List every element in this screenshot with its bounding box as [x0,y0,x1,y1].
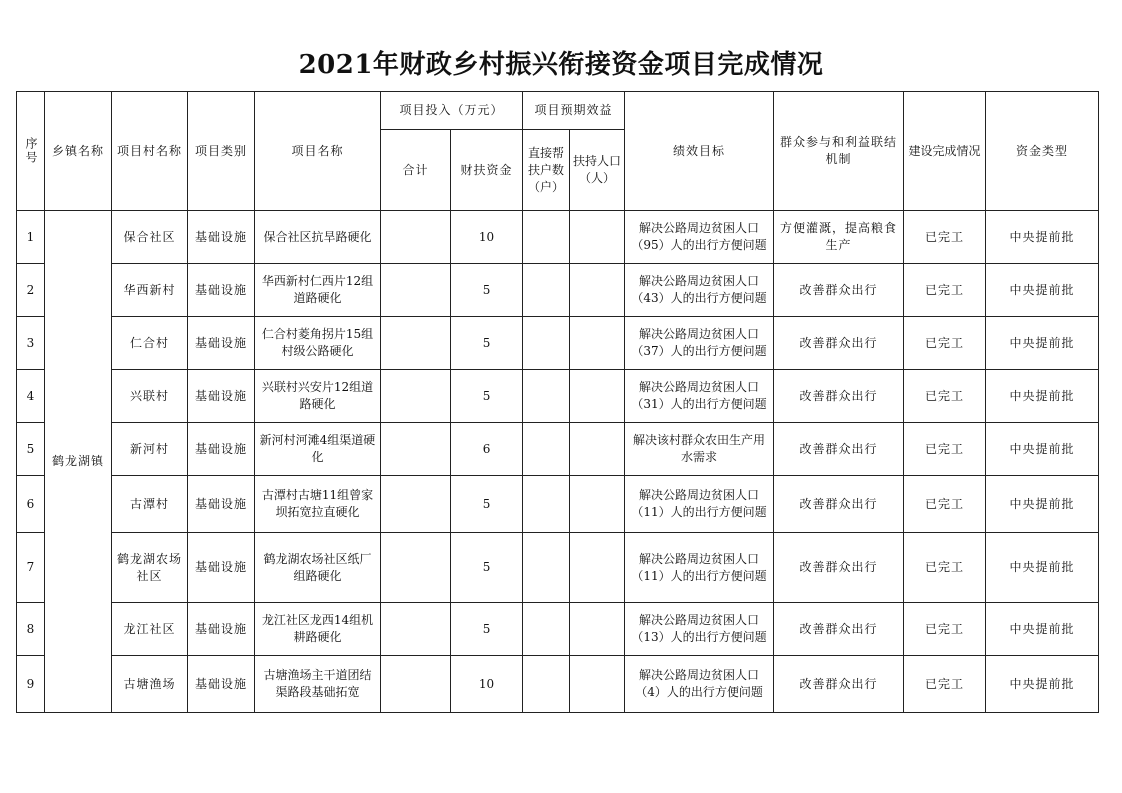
cell-project: 仁合村菱角拐片15组村级公路硬化 [255,317,381,370]
header-fund-type: 资金类型 [986,92,1099,211]
cell-project: 龙江社区龙西14组机耕路硬化 [255,603,381,656]
cell-mechanism: 改善群众出行 [774,656,904,713]
cell-seq: 4 [17,370,45,423]
cell-status: 已完工 [904,603,986,656]
cell-fiscal: 6 [451,423,523,476]
header-mechanism: 群众参与和利益联结机制 [774,92,904,211]
cell-category: 基础设施 [188,264,255,317]
table-row [17,264,1099,317]
cell-households [523,211,570,264]
cell-project: 新河村河滩4组渠道硬化 [255,423,381,476]
cell-households [523,533,570,603]
cell-seq: 7 [17,533,45,603]
cell-village: 鹤龙湖农场社区 [112,533,188,603]
table-row [17,423,1099,476]
cell-status: 已完工 [904,423,986,476]
table-row [17,533,1099,603]
cell-category: 基础设施 [188,423,255,476]
cell-fiscal: 5 [451,264,523,317]
cell-people [570,476,625,533]
cell-category: 基础设施 [188,317,255,370]
cell-fund-type: 中央提前批 [986,423,1099,476]
cell-category: 基础设施 [188,211,255,264]
cell-total [381,317,451,370]
cell-mechanism: 改善群众出行 [774,476,904,533]
cell-project: 古塘渔场主干道团结渠路段基础拓宽 [255,656,381,713]
cell-category: 基础设施 [188,533,255,603]
cell-category: 基础设施 [188,603,255,656]
cell-people [570,423,625,476]
cell-project: 兴联村兴安片12组道路硬化 [255,370,381,423]
cell-mechanism: 改善群众出行 [774,533,904,603]
cell-goal: 解决公路周边贫困人口（43）人的出行方便问题 [625,264,774,317]
cell-goal: 解决公路周边贫困人口（13）人的出行方便问题 [625,603,774,656]
project-table [16,91,1099,713]
cell-fund-type: 中央提前批 [986,533,1099,603]
cell-goal: 解决公路周边贫困人口（11）人的出行方便问题 [625,533,774,603]
cell-people [570,603,625,656]
cell-seq: 5 [17,423,45,476]
header-town: 乡镇名称 [45,92,112,211]
cell-seq: 9 [17,656,45,713]
header-investment-group: 项目投入（万元） [381,92,523,130]
cell-category: 基础设施 [188,656,255,713]
cell-fiscal: 5 [451,317,523,370]
table-row [17,476,1099,533]
header-households: 直接帮扶户数（户） [523,130,570,211]
cell-fund-type: 中央提前批 [986,317,1099,370]
cell-total [381,533,451,603]
header-goal: 绩效目标 [625,92,774,211]
cell-seq: 8 [17,603,45,656]
cell-fiscal: 5 [451,370,523,423]
cell-status: 已完工 [904,476,986,533]
cell-total [381,476,451,533]
cell-goal: 解决公路周边贫困人口（31）人的出行方便问题 [625,370,774,423]
page-title: 2021年财政乡村振兴衔接资金项目完成情况 [298,50,824,80]
cell-mechanism: 改善群众出行 [774,264,904,317]
cell-total [381,603,451,656]
cell-goal: 解决该村群众农田生产用水需求 [625,423,774,476]
cell-fiscal: 10 [451,211,523,264]
cell-seq: 3 [17,317,45,370]
cell-mechanism: 改善群众出行 [774,603,904,656]
header-benefit-group: 项目预期效益 [523,92,625,130]
cell-fund-type: 中央提前批 [986,370,1099,423]
cell-people [570,656,625,713]
cell-households [523,264,570,317]
cell-households [523,656,570,713]
cell-goal: 解决公路周边贫困人口（95）人的出行方便问题 [625,211,774,264]
cell-mechanism: 改善群众出行 [774,423,904,476]
header-category: 项目类别 [188,92,255,211]
header-total: 合计 [381,130,451,211]
cell-status: 已完工 [904,264,986,317]
cell-mechanism: 改善群众出行 [774,370,904,423]
cell-fund-type: 中央提前批 [986,211,1099,264]
cell-fiscal: 10 [451,656,523,713]
cell-fund-type: 中央提前批 [986,264,1099,317]
cell-goal: 解决公路周边贫困人口（11）人的出行方便问题 [625,476,774,533]
cell-village: 古塘渔场 [112,656,188,713]
cell-total [381,370,451,423]
header-seq: 序号 [17,92,45,211]
cell-households [523,317,570,370]
cell-village: 华西新村 [112,264,188,317]
cell-status: 已完工 [904,370,986,423]
cell-total [381,656,451,713]
cell-status: 已完工 [904,656,986,713]
cell-village: 仁合村 [112,317,188,370]
cell-project: 鹤龙湖农场社区纸厂组路硬化 [255,533,381,603]
header-status: 建设完成情况 [904,92,986,211]
cell-fund-type: 中央提前批 [986,476,1099,533]
cell-households [523,603,570,656]
cell-status: 已完工 [904,211,986,264]
cell-mechanism: 改善群众出行 [774,317,904,370]
table-row [17,211,1099,264]
cell-town: 鹤龙湖镇 [45,211,112,713]
table-row [17,317,1099,370]
cell-households [523,476,570,533]
cell-people [570,211,625,264]
cell-goal: 解决公路周边贫困人口（37）人的出行方便问题 [625,317,774,370]
cell-category: 基础设施 [188,370,255,423]
cell-households [523,423,570,476]
cell-status: 已完工 [904,317,986,370]
header-village: 项目村名称 [112,92,188,211]
cell-people [570,533,625,603]
cell-village: 新河村 [112,423,188,476]
cell-people [570,370,625,423]
cell-seq: 1 [17,211,45,264]
cell-total [381,211,451,264]
table-row [17,370,1099,423]
cell-seq: 6 [17,476,45,533]
cell-fiscal: 5 [451,603,523,656]
cell-people [570,264,625,317]
cell-village: 龙江社区 [112,603,188,656]
cell-fund-type: 中央提前批 [986,603,1099,656]
cell-seq: 2 [17,264,45,317]
cell-total [381,423,451,476]
header-people: 扶持人口（人） [570,130,625,211]
cell-people [570,317,625,370]
header-fiscal: 财扶资金 [451,130,523,211]
cell-mechanism: 方便灌溉，提高粮食生产 [774,211,904,264]
table-row [17,656,1099,713]
header-project: 项目名称 [255,92,381,211]
cell-project: 华西新村仁西片12组道路硬化 [255,264,381,317]
cell-goal: 解决公路周边贫困人口（4）人的出行方便问题 [625,656,774,713]
cell-village: 保合社区 [112,211,188,264]
cell-fiscal: 5 [451,533,523,603]
cell-fund-type: 中央提前批 [986,656,1099,713]
table-row [17,603,1099,656]
cell-households [523,370,570,423]
cell-category: 基础设施 [188,476,255,533]
cell-project: 保合社区抗旱路硬化 [255,211,381,264]
cell-fiscal: 5 [451,476,523,533]
cell-project: 古潭村古塘11组曾家坝拓宽拉直硬化 [255,476,381,533]
cell-status: 已完工 [904,533,986,603]
cell-total [381,264,451,317]
cell-village: 兴联村 [112,370,188,423]
cell-village: 古潭村 [112,476,188,533]
